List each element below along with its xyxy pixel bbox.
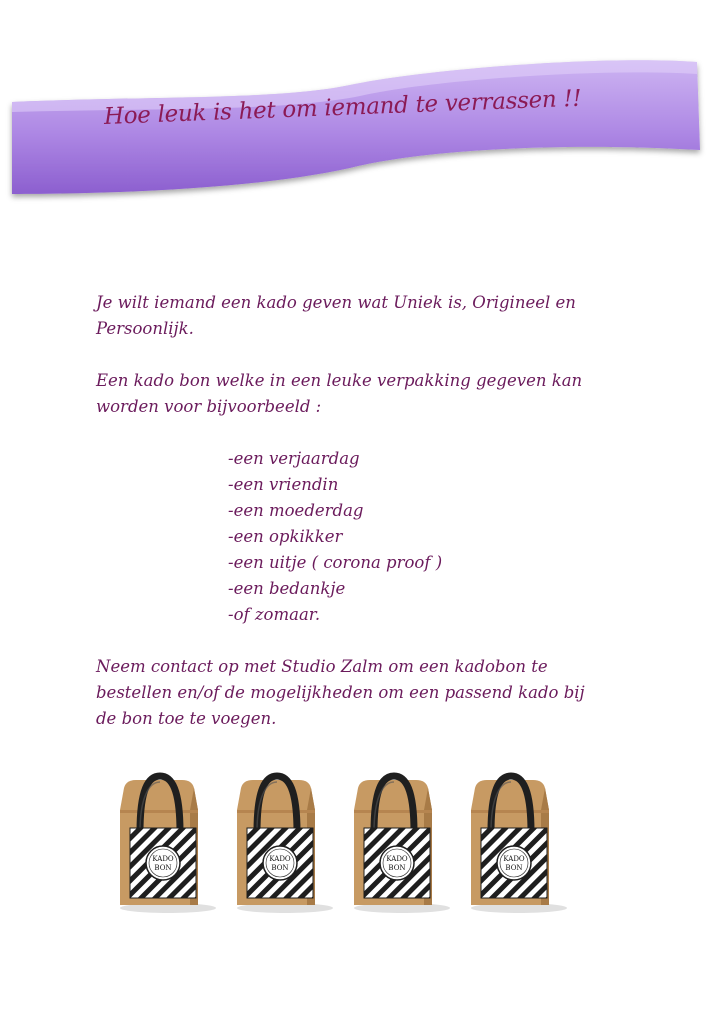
contact-paragraph: [96, 654, 616, 732]
gift-bag-image: [110, 770, 220, 915]
list-item: -een opkikker: [228, 527, 343, 546]
list-item: -een verjaardag: [228, 449, 360, 468]
list-item: -of zomaar.: [228, 605, 321, 624]
list-item: -een uitje ( corona proof ): [228, 553, 443, 572]
intro-paragraph: [96, 290, 616, 342]
body-text: [96, 290, 616, 732]
list-item: -een bedankje: [228, 579, 346, 598]
gift-bag-image: [461, 770, 571, 915]
contact-line-1: Neem contact op met Studio Zalm om een kadobon te: [96, 657, 548, 676]
intro-line-1: Je wilt iemand een kado geven wat Uniek is, Origineel en: [96, 293, 576, 312]
occasion-line-2: worden voor bijvoorbeeld :: [96, 397, 322, 416]
banner-title: Hoe leuk is het om iemand te verrassen !!: [103, 85, 582, 130]
gift-bags-row: [0, 770, 724, 920]
occasion-paragraph: [96, 368, 616, 420]
list-item: -een moederdag: [228, 501, 364, 520]
intro-line-2: Persoonlijk.: [96, 319, 194, 338]
occasion-line-1: Een kado bon welke in een leuke verpakking gegeven kan: [96, 371, 583, 390]
gift-bag-image: [344, 770, 454, 915]
list-item: -een vriendin: [228, 475, 339, 494]
contact-line-3: de bon toe te voegen.: [96, 709, 277, 728]
contact-line-2: bestellen en/of de mogelijkheden om een passend kado bij: [96, 683, 585, 702]
gift-bag-image: [227, 770, 337, 915]
occasion-list: [96, 446, 616, 628]
